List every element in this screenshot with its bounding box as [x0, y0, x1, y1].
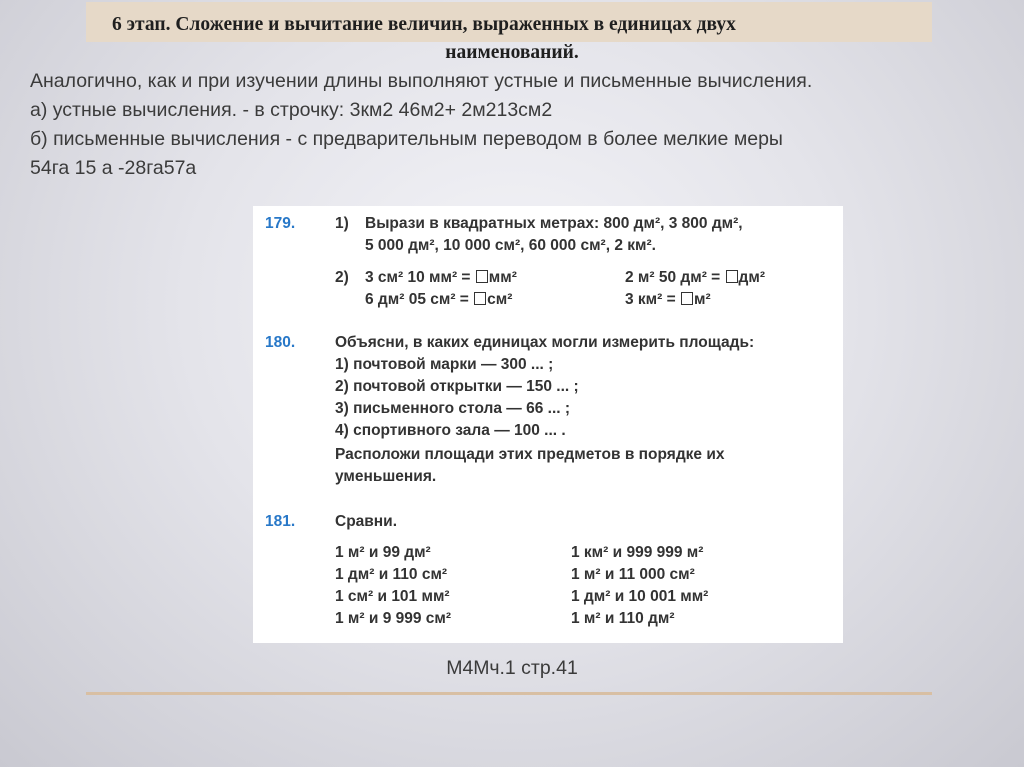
- slide-title: 6 этап. Сложение и вычитание величин, выраженных в единицах двух: [112, 14, 736, 35]
- conversion-row: 3 км² = м²: [625, 291, 711, 308]
- comparison-right: 1 м² и 110 дм²: [571, 610, 675, 627]
- exercise-179-item1-num: 1): [335, 215, 349, 232]
- exercise-180-item: 4) спортивного зала — 100 ... .: [335, 422, 566, 439]
- exercise-180-item: 1) почтовой марки — 300 ... ;: [335, 356, 554, 373]
- exercise-179-item2-num: 2): [335, 269, 349, 286]
- exercise-180-item: 3) письменного стола — 66 ... ;: [335, 400, 571, 417]
- exercise-180-number: 180.: [265, 334, 296, 351]
- slide-title-continuation: наименований.: [445, 42, 579, 63]
- blank-box-icon: [476, 270, 488, 283]
- blank-box-icon: [726, 270, 738, 283]
- comparison-right: 1 км² и 999 999 м²: [571, 544, 704, 561]
- exercise-181-number: 181.: [265, 513, 296, 530]
- comparison-left: 1 дм² и 110 см²: [335, 566, 448, 583]
- body-line-written: б) письменные вычисления - с предварительным переводом в более мелкие меры: [30, 128, 783, 150]
- comparison-right: 1 дм² и 10 001 мм²: [571, 588, 709, 605]
- body-line-intro: Аналогично, как и при изучении длины выполняют устные и письменные вычисления.: [30, 70, 813, 92]
- comparison-left: 1 м² и 9 999 см²: [335, 610, 452, 627]
- exercise-180-task-continuation: уменьшения.: [335, 468, 437, 485]
- blank-box-icon: [474, 292, 486, 305]
- exercise-180-intro: Объясни, в каких единицах могли измерить площадь:: [335, 334, 755, 351]
- exercise-180-task: Расположи площади этих предметов в порядке их: [335, 446, 725, 463]
- body-line-example: 54га 15 а -28га57а: [30, 157, 197, 179]
- conversion-row: 3 см² 10 мм² = мм²: [365, 269, 517, 286]
- exercise-179-number: 179.: [265, 215, 296, 232]
- body-line-oral: а) устные вычисления. - в строчку: 3км2 46м2+ 2м213см2: [30, 99, 553, 121]
- exercise-179-item1-line1: Вырази в квадратных метрах: 800 дм², 3 800 дм²,: [365, 215, 743, 232]
- conversion-row: 2 м² 50 дм² = дм²: [625, 269, 766, 286]
- blank-box-icon: [681, 292, 693, 305]
- conversion-row: 6 дм² 05 см² = см²: [365, 291, 513, 308]
- exercise-180-item: 2) почтовой открытки — 150 ... ;: [335, 378, 579, 395]
- comparison-left: 1 м² и 99 дм²: [335, 544, 431, 561]
- source-caption: М4Мч.1 стр.41: [446, 657, 578, 679]
- comparison-left: 1 см² и 101 мм²: [335, 588, 450, 605]
- comparison-right: 1 м² и 11 000 см²: [571, 566, 695, 583]
- footer-divider: [86, 692, 932, 695]
- exercise-181-intro: Сравни.: [335, 513, 398, 530]
- exercise-179-item1-line2: 5 000 дм², 10 000 см², 60 000 см², 2 км².: [365, 237, 656, 254]
- textbook-excerpt: [253, 206, 843, 643]
